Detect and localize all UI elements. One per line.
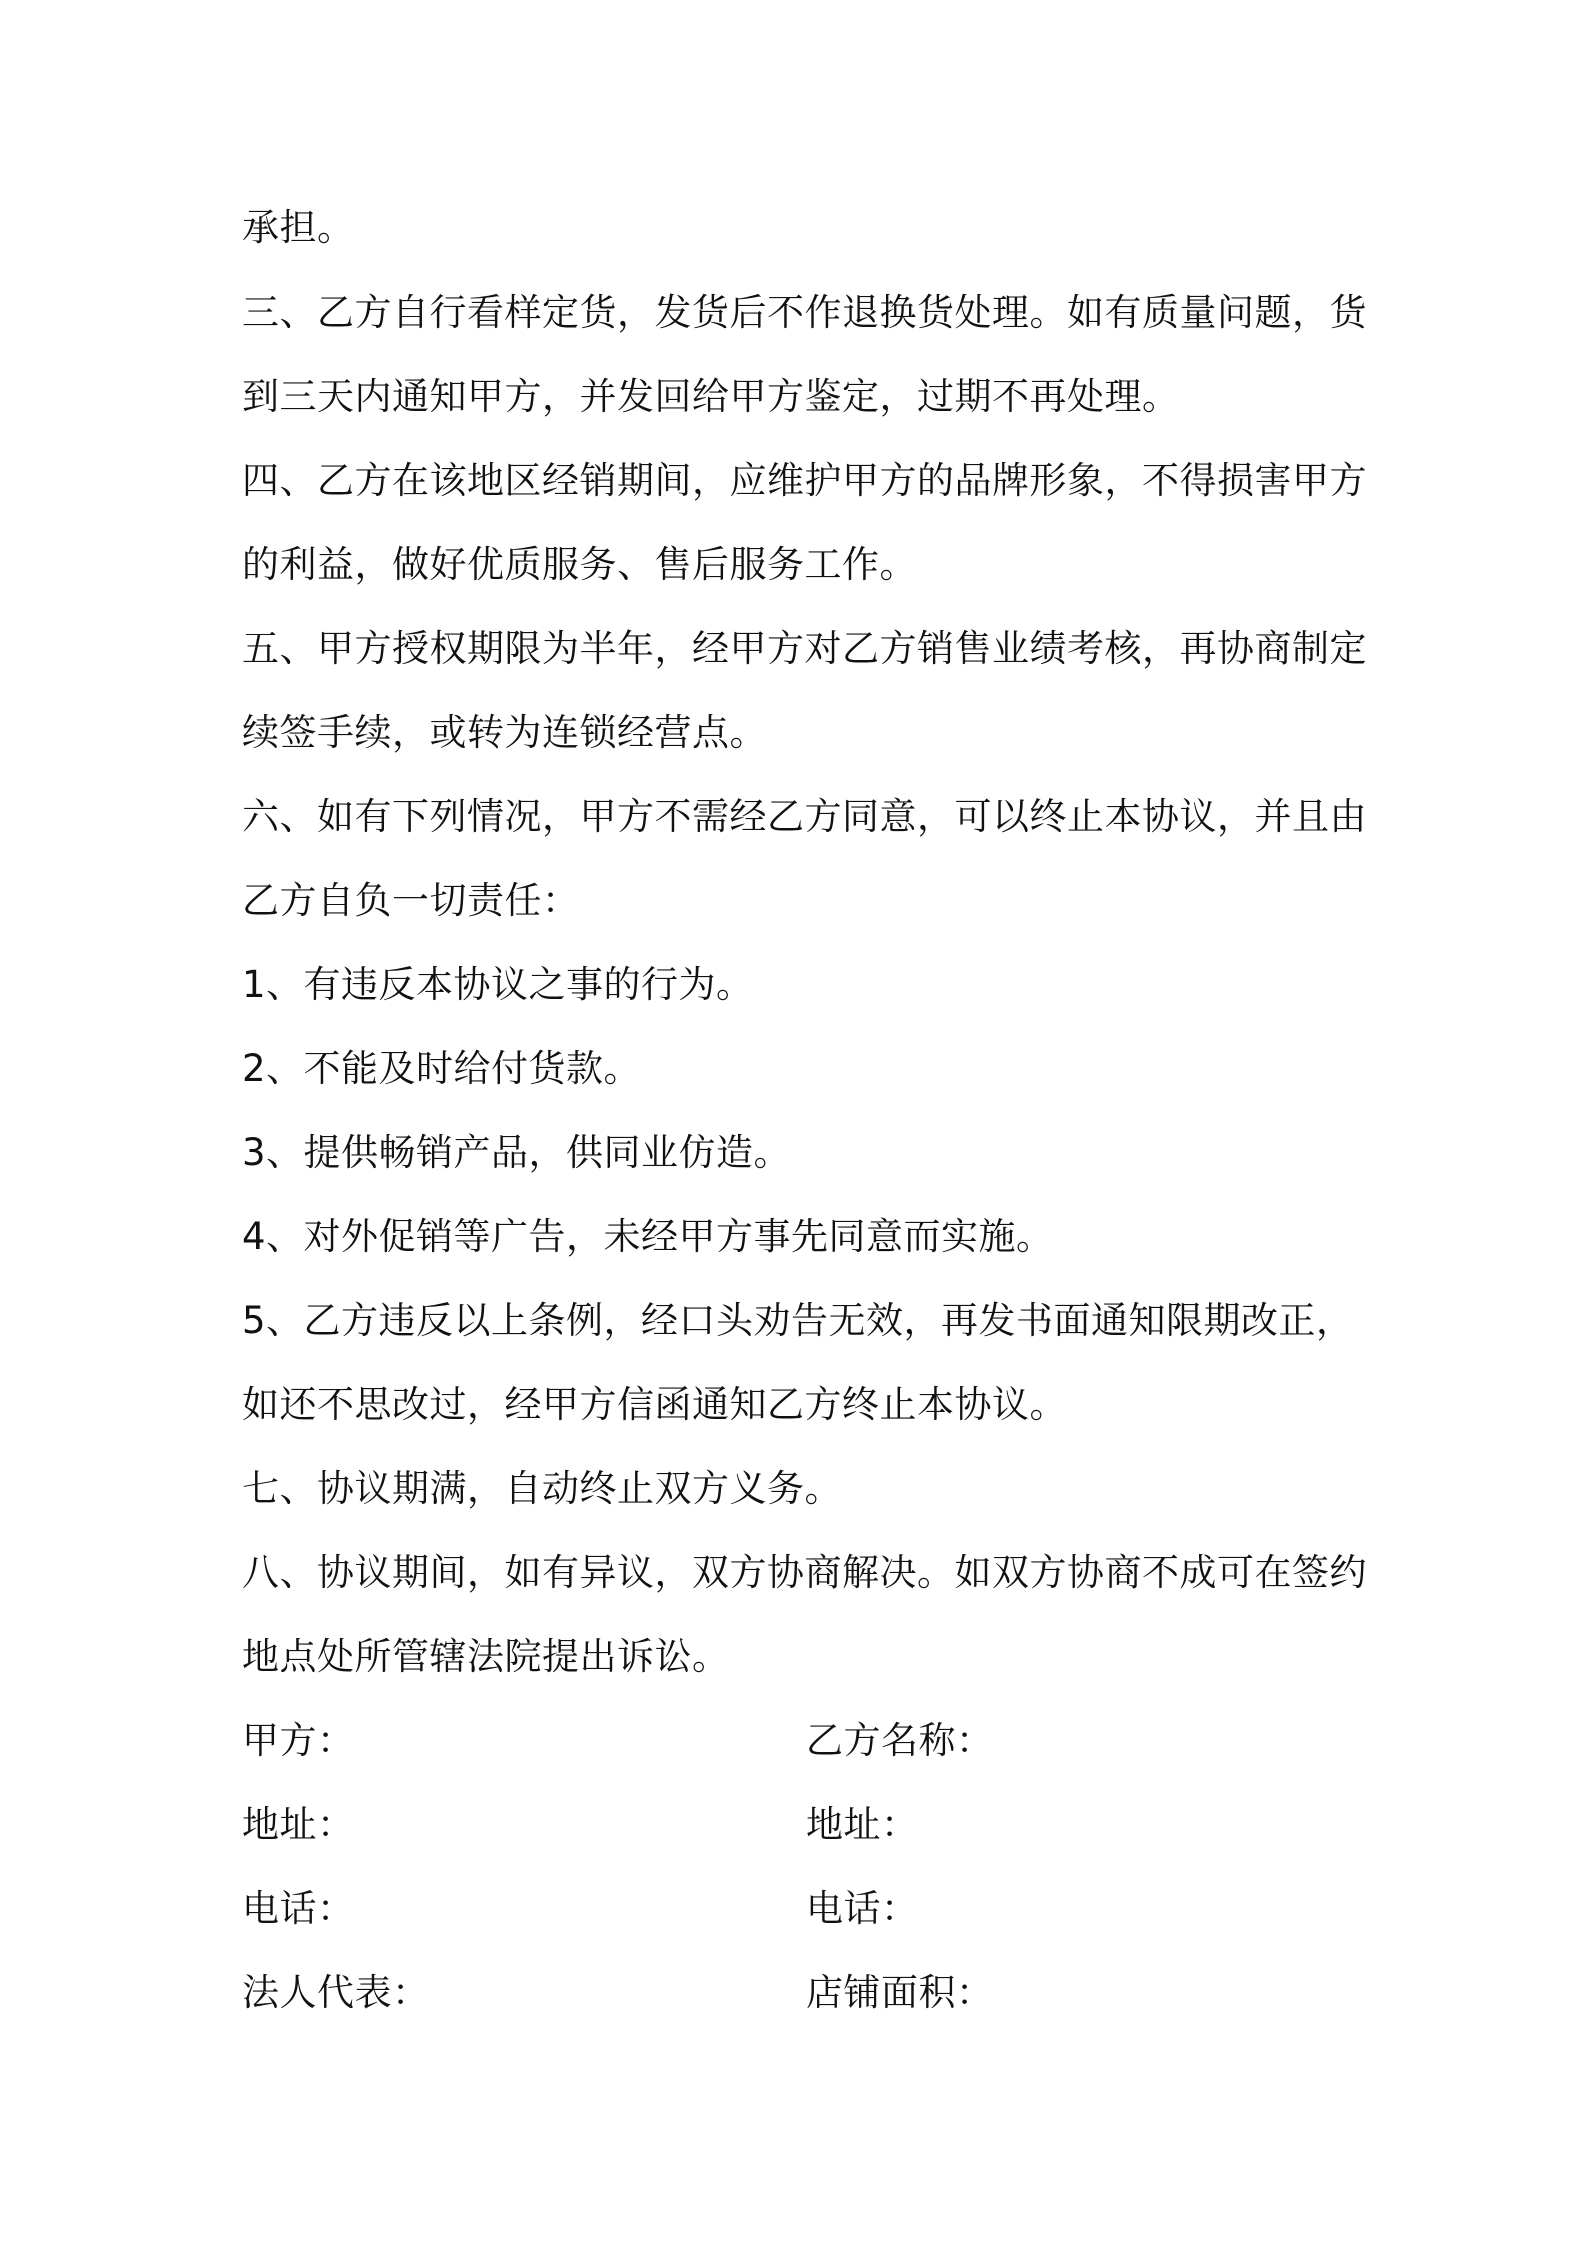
clause-3-line-2: 到三天内通知甲方，并发回给甲方鉴定，过期不再处理。 [242,375,1180,418]
party-a-address-label: 地址： [242,1803,355,1846]
list-item-3: 3、提供畅销产品，供同业仿造。 [242,1131,792,1174]
text-line-1: 承担。 [242,206,355,249]
clause-4-line-1: 四、乙方在该地区经销期间，应维护甲方的品牌形象，不得损害甲方 [242,459,1367,502]
party-b-address-label: 地址： [806,1803,919,1846]
clause-4-line-2: 的利益，做好优质服务、售后服务工作。 [242,543,917,586]
party-b-shop-area-label: 店铺面积： [806,1971,994,2014]
list-item-5-line-2: 如还不思改过，经甲方信函通知乙方终止本协议。 [242,1383,1067,1426]
party-a-name-label: 甲方： [242,1719,355,1762]
party-b-phone-label: 电话： [806,1887,919,1930]
party-a-representative-label: 法人代表： [242,1971,430,2014]
clause-5-line-2: 续签手续，或转为连锁经营点。 [242,711,767,754]
clause-5-line-1: 五、甲方授权期限为半年，经甲方对乙方销售业绩考核，再协商制定 [242,627,1367,670]
party-a-phone-label: 电话： [242,1887,355,1930]
list-item-5-line-1: 5、乙方违反以上条例，经口头劝告无效，再发书面通知限期改正， [242,1299,1354,1342]
clause-7-line-1: 七、协议期满，自动终止双方义务。 [242,1467,842,1510]
list-item-1: 1、有违反本协议之事的行为。 [242,963,754,1006]
clause-6-line-2: 乙方自负一切责任： [242,879,580,922]
party-b-name-label: 乙方名称： [806,1719,994,1762]
clause-8-line-2: 地点处所管辖法院提出诉讼。 [242,1635,730,1678]
clause-3-line-1: 三、乙方自行看样定货，发货后不作退换货处理。如有质量问题，货 [242,291,1367,334]
list-item-2: 2、不能及时给付货款。 [242,1047,642,1090]
clause-8-line-1: 八、协议期间，如有异议，双方协商解决。如双方协商不成可在签约 [242,1551,1367,1594]
clause-6-line-1: 六、如有下列情况，甲方不需经乙方同意，可以终止本协议，并且由 [242,795,1367,838]
list-item-4: 4、对外促销等广告，未经甲方事先同意而实施。 [242,1215,1054,1258]
